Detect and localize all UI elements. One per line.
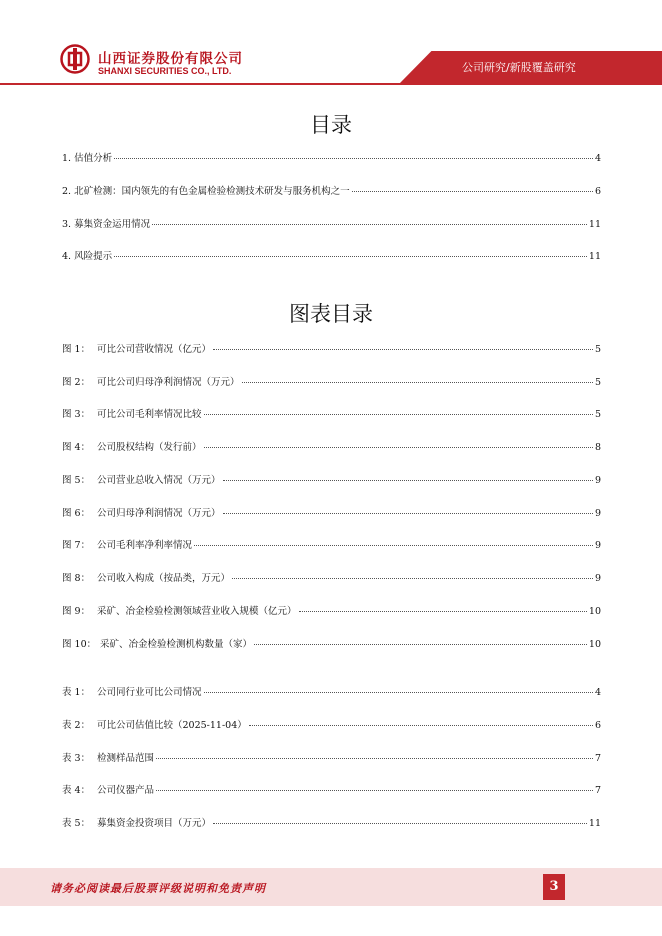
dot-leader <box>156 758 593 759</box>
figure-label: 可比公司营收情况（亿元） <box>97 344 212 355</box>
table-label: 检测样品范围 <box>97 753 155 764</box>
company-name-cn: 山西证券股份有限公司 <box>98 51 243 67</box>
figure-number: 图 2： <box>62 377 91 388</box>
table-page: 7 <box>594 785 601 796</box>
dot-leader <box>114 256 587 257</box>
figures-toc-title: 图表目录 <box>289 302 373 326</box>
table-label: 公司仪器产品 <box>97 785 155 796</box>
table-page: 7 <box>594 753 601 764</box>
figure-item[interactable] <box>62 439 601 455</box>
figure-number: 图 9： <box>62 606 91 617</box>
table-label: 募集资金投资项目（万元） <box>97 818 212 829</box>
figure-label: 公司股权结构（发行前） <box>97 442 202 453</box>
figure-number: 图 8： <box>62 573 91 584</box>
figure-page: 8 <box>594 442 601 453</box>
figure-item[interactable] <box>62 570 601 586</box>
table-item[interactable] <box>62 717 601 733</box>
company-name-en: SHANXI SECURITIES CO., LTD. <box>98 66 232 76</box>
figure-label: 公司毛利率净利率情况 <box>97 540 193 551</box>
figure-item[interactable] <box>62 505 601 521</box>
toc-title: 目录 <box>310 113 352 137</box>
table-number: 表 3： <box>62 753 91 764</box>
dot-leader <box>232 578 593 579</box>
figure-number: 图 7： <box>62 540 91 551</box>
figure-label: 采矿、冶金检验检测机构数量（家） <box>97 639 253 650</box>
figure-label: 公司收入构成（按品类，万元） <box>97 573 231 584</box>
table-number: 表 2： <box>62 720 91 731</box>
figure-item[interactable] <box>62 374 601 390</box>
table-page: 6 <box>594 720 601 731</box>
table-item[interactable] <box>62 782 601 798</box>
table-item[interactable] <box>62 815 601 831</box>
table-item[interactable] <box>62 750 601 766</box>
dot-leader <box>213 349 593 350</box>
dot-leader <box>254 644 587 645</box>
figure-item[interactable] <box>62 406 601 422</box>
report-category: 公司研究/新股覆盖研究 <box>462 61 576 74</box>
header-divider <box>0 83 662 85</box>
figure-number: 图 4： <box>62 442 91 453</box>
figure-item[interactable] <box>62 636 601 652</box>
dot-leader <box>204 447 593 448</box>
figure-label: 采矿、冶金检验检测领域营业收入规模（亿元） <box>97 606 297 617</box>
figure-label: 公司归母净利润情况（万元） <box>97 508 221 519</box>
dot-leader <box>223 480 593 481</box>
figure-page: 9 <box>594 540 601 551</box>
toc-item[interactable] <box>62 150 601 166</box>
toc-item-page: 4 <box>594 153 601 164</box>
figure-number: 图 6： <box>62 508 91 519</box>
figure-page: 9 <box>594 475 601 486</box>
dot-leader <box>194 545 593 546</box>
page-number: 3 <box>543 874 565 900</box>
dot-leader <box>213 823 587 824</box>
dot-leader <box>152 224 587 225</box>
figure-page: 9 <box>594 508 601 519</box>
figure-number: 图 3： <box>62 409 91 420</box>
toc-item-label: 3. 募集资金运用情况 <box>62 219 151 230</box>
figure-label: 可比公司归母净利润情况（万元） <box>97 377 240 388</box>
figure-item[interactable] <box>62 603 601 619</box>
company-logo-icon <box>60 44 90 74</box>
dot-leader <box>204 414 593 415</box>
toc-item[interactable] <box>62 248 601 264</box>
figure-page: 5 <box>594 377 601 388</box>
figure-page: 10 <box>588 606 601 617</box>
figure-number: 图 1： <box>62 344 91 355</box>
dot-leader <box>204 692 593 693</box>
figure-item[interactable] <box>62 537 601 553</box>
figure-label: 可比公司毛利率情况比较 <box>97 409 202 420</box>
dot-leader <box>352 191 593 192</box>
figure-page: 10 <box>588 639 601 650</box>
table-number: 表 5： <box>62 818 91 829</box>
table-number: 表 1： <box>62 687 91 698</box>
figure-item[interactable] <box>62 341 601 357</box>
toc-item[interactable] <box>62 183 601 199</box>
figure-number: 图 10： <box>62 639 97 650</box>
dot-leader <box>299 611 587 612</box>
figure-number: 图 5： <box>62 475 91 486</box>
dot-leader <box>242 382 593 383</box>
figure-page: 5 <box>594 344 601 355</box>
table-page: 11 <box>588 818 601 829</box>
figure-page: 9 <box>594 573 601 584</box>
page-header <box>0 0 662 90</box>
figure-label: 公司营业总收入情况（万元） <box>97 475 221 486</box>
figure-item[interactable] <box>62 472 601 488</box>
dot-leader <box>249 725 593 726</box>
table-page: 4 <box>594 687 601 698</box>
toc-item-label: 4. 风险提示 <box>62 251 113 262</box>
dot-leader <box>156 790 593 791</box>
toc-item-page: 11 <box>588 219 601 230</box>
toc-item-label: 1. 估值分析 <box>62 153 113 164</box>
table-item[interactable] <box>62 684 601 700</box>
toc-item[interactable] <box>62 216 601 232</box>
disclaimer-text: 请务必阅读最后股票评级说明和免责声明 <box>50 882 266 895</box>
toc-item-page: 6 <box>594 186 601 197</box>
toc-item-page: 11 <box>588 251 601 262</box>
toc-item-label: 2. 北矿检测：国内领先的有色金属检验检测技术研发与服务机构之一 <box>62 186 350 197</box>
table-label: 公司同行业可比公司情况 <box>97 687 202 698</box>
table-number: 表 4： <box>62 785 91 796</box>
dot-leader <box>114 158 593 159</box>
dot-leader <box>223 513 593 514</box>
figure-page: 5 <box>594 409 601 420</box>
table-label: 可比公司估值比较（2025-11-04） <box>97 720 247 731</box>
